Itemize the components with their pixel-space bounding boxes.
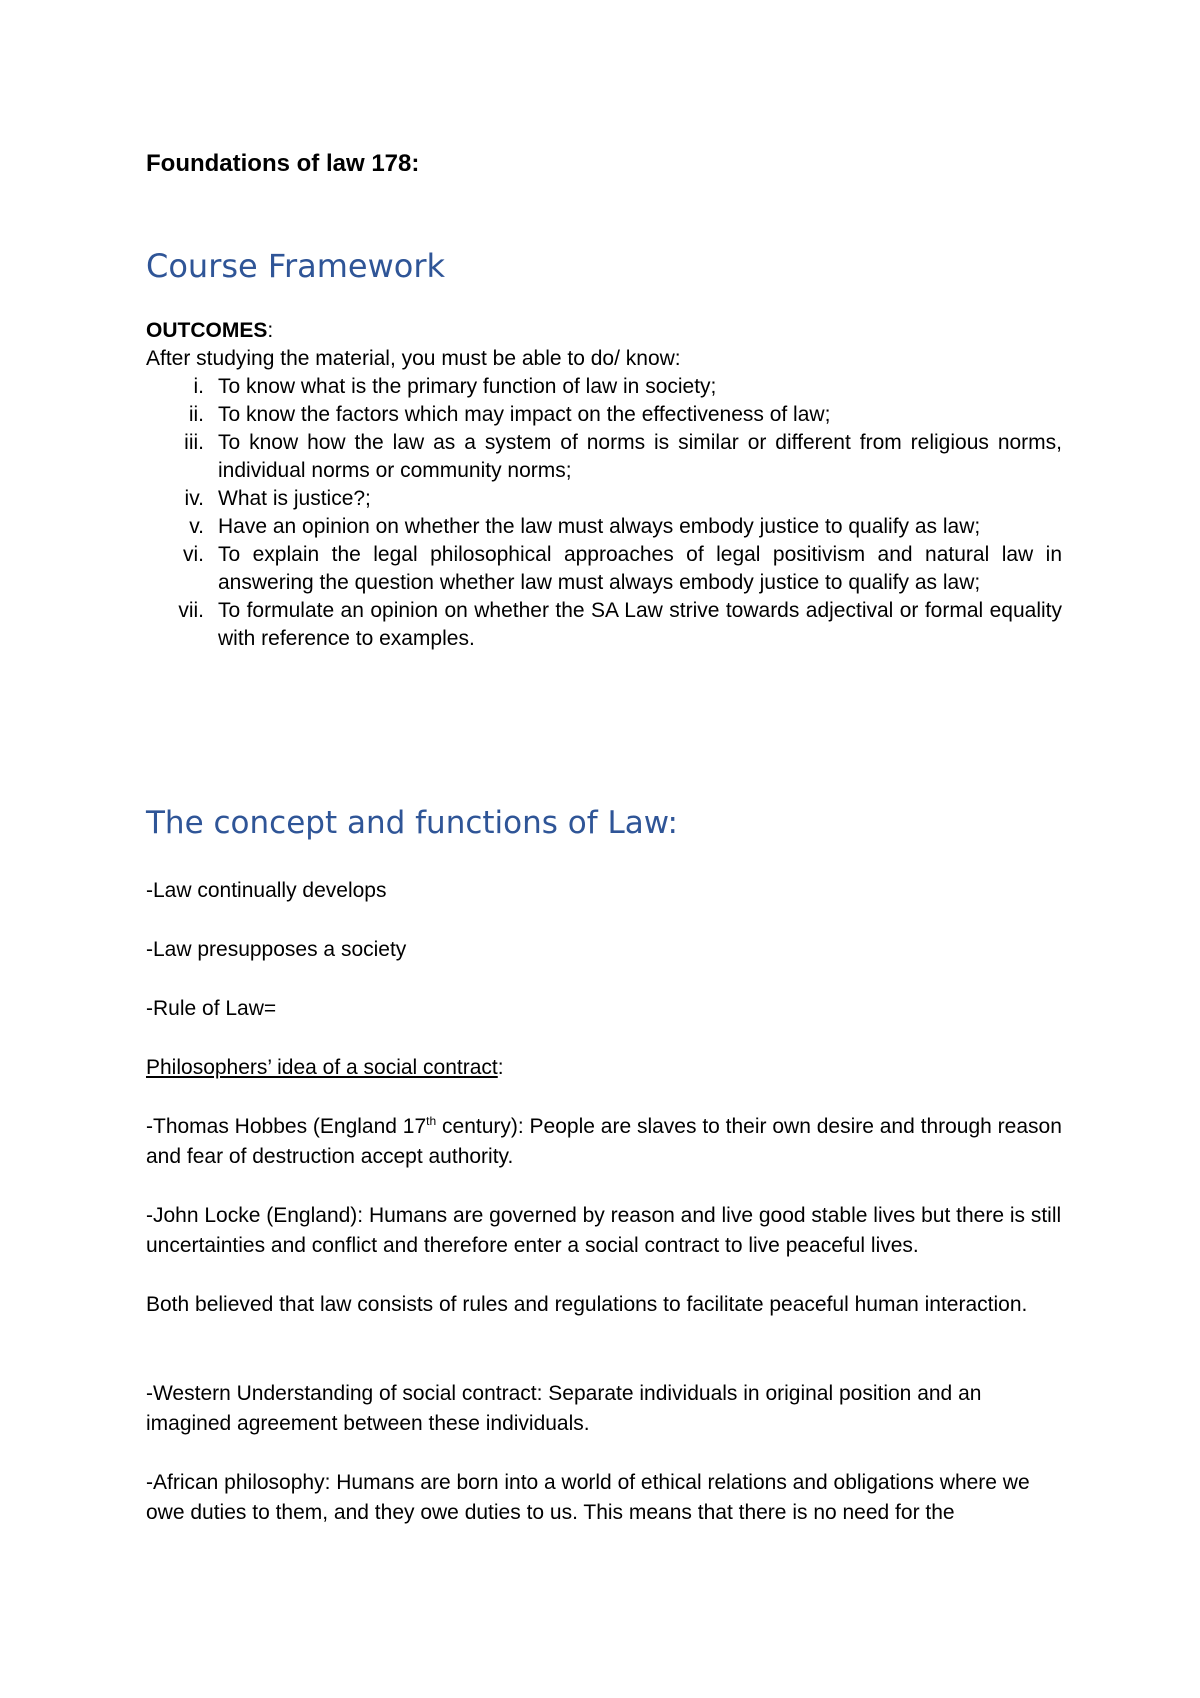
- paragraph-african: -African philosophy: Humans are born into a world of ethical relations and obligations where we owe duties to them, and they owe duties to us. This means that there is no need for the: [146, 1471, 1030, 1524]
- social-contract-colon: :: [497, 1056, 504, 1079]
- hobbes-text-end: century): People are slaves to their own desire and through reason and fear of destruction accept authority.: [146, 1115, 1062, 1168]
- section-heading-course-framework: Course Framework: [146, 247, 446, 285]
- outcome-text: What is justice?;: [218, 487, 371, 510]
- social-contract-heading-line: [146, 1053, 1066, 1083]
- outcomes-intro: After studying the material, you must be able to do/ know:: [146, 347, 681, 370]
- outcome-text: To know the factors which may impact on the effectiveness of law;: [218, 403, 831, 426]
- outcome-text: To know what is the primary function of law in society;: [218, 375, 717, 398]
- hobbes-text-start: -Thomas Hobbes (England 17: [146, 1115, 427, 1138]
- outcome-item: [146, 485, 1062, 513]
- outcome-number: i.: [193, 375, 204, 398]
- outcomes-label-line: [146, 317, 1062, 345]
- hobbes-superscript: th: [426, 1114, 437, 1128]
- outcome-number: v.: [189, 515, 204, 538]
- paragraph-law-society: -Law presupposes a society: [146, 938, 407, 961]
- outcome-number: ii.: [188, 403, 204, 426]
- outcome-item: [146, 401, 1062, 429]
- paragraph-rule-of-law: -Rule of Law=: [146, 997, 277, 1020]
- outcome-item: [146, 541, 1062, 597]
- outcome-item: [146, 513, 1062, 541]
- outcome-item: [146, 429, 1062, 485]
- paragraph-locke: -John Locke (England): Humans are governed by reason and live good stable lives but there is still uncertainties and conflict and therefore enter a social contract to live peaceful lives.: [146, 1204, 1062, 1257]
- paragraph-law-develops: -Law continually develops: [146, 879, 387, 902]
- outcome-item: [146, 373, 1062, 401]
- outcome-number: vi.: [183, 543, 204, 566]
- paragraph-western: -Western Understanding of social contract: Separate individuals in original position and an imagined agreement between these individuals.: [146, 1382, 982, 1435]
- outcome-text: To explain the legal philosophical approaches of legal positivism and natural law in answering the question whether law must always embody justice to qualify as law;: [218, 543, 1062, 594]
- outcomes-list: [146, 373, 1062, 653]
- outcome-number: iii.: [184, 431, 204, 454]
- paragraph-both-believed: Both believed that law consists of rules and regulations to facilitate peaceful human interaction.: [146, 1293, 1028, 1316]
- outcome-text: To know how the law as a system of norms is similar or different from religious norms, individual norms or community norms;: [218, 431, 1062, 482]
- section-heading-concept-functions: The concept and functions of Law:: [146, 805, 678, 841]
- paragraph-hobbes: [146, 1112, 1066, 1172]
- document-title: Foundations of law 178:: [146, 150, 420, 177]
- outcome-number: iv.: [184, 487, 204, 510]
- outcome-text: Have an opinion on whether the law must always embody justice to qualify as law;: [218, 515, 981, 538]
- outcome-number: vii.: [178, 599, 204, 622]
- outcome-text: To formulate an opinion on whether the SA Law strive towards adjectival or formal equality with reference to examples.: [218, 599, 1062, 650]
- outcomes-section: [146, 317, 1062, 653]
- outcome-item: [146, 597, 1062, 653]
- outcomes-colon: :: [267, 319, 274, 342]
- social-contract-heading: Philosophers’ idea of a social contract: [146, 1056, 498, 1079]
- outcomes-label: OUTCOMES: [146, 319, 268, 342]
